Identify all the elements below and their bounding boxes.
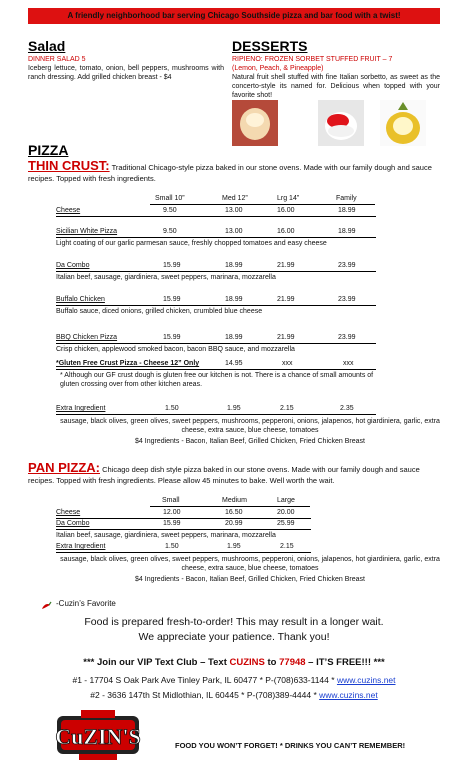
price-gf-lrg: xxx — [282, 360, 293, 367]
size-small: Small — [162, 497, 180, 504]
price-small: 1.50 — [165, 405, 179, 412]
price-family: 23.99 — [338, 334, 356, 341]
extra-ingredient-list: sausage, black olives, green olives, sweet peppers, mushrooms, pepperoni, onions, jalapenos, hot giardiniera, garlic, extra cheese, extra sauce, blue cheese, tomatoes — [60, 418, 440, 434]
price-gf-family: xxx — [343, 360, 354, 367]
price-lrg: 21.99 — [277, 296, 295, 303]
row-rule — [56, 414, 376, 415]
cuzins-logo — [55, 708, 141, 764]
location-1-text: #1 - 17704 S Oak Park Ave Tinley Park, IL 60477 * P-(708)633-1144 * — [72, 675, 335, 685]
extra-ingredient-4: $4 Ingredients - Bacon, Italian Beef, Grilled Chicken, Fried Chicken Breast — [135, 438, 365, 445]
location-1-link[interactable]: www.cuzins.net — [336, 675, 396, 685]
price-medium: 16.50 — [225, 509, 243, 516]
item-name: Cheese — [56, 207, 81, 214]
vip-code: CUZINS — [229, 657, 265, 668]
size-lrg: Lrg 14” — [277, 195, 300, 202]
price-lrg: 16.00 — [277, 207, 295, 214]
row-rule — [56, 552, 311, 553]
salad-item-name: DINNER SALAD 5 — [28, 56, 86, 63]
price-family: 18.99 — [338, 228, 356, 235]
price-lrg: 21.99 — [277, 334, 295, 341]
gluten-free-note: * Although our GF crust dough is gluten free our kitchen is not. There is a chance of small amounts of gluten crossing over from other kitchen areas. — [60, 372, 374, 388]
location-1 — [28, 675, 440, 685]
price-large: 2.15 — [280, 543, 294, 550]
price-med: 13.00 — [225, 207, 243, 214]
item-desc-buffalo: Buffalo sauce, diced onions, grilled chicken, crumbled blue cheese — [56, 308, 263, 315]
item-name: Sicilian White Pizza — [56, 228, 118, 235]
salad-heading: Salad — [28, 38, 66, 54]
desserts-heading: DESSERTS — [232, 38, 308, 54]
item-name: Extra Ingredient — [56, 405, 106, 412]
item-name: BBQ Chicken Pizza — [56, 334, 118, 341]
dessert-image-peach — [232, 100, 278, 146]
size-header-rule — [150, 204, 375, 205]
pan-combo-desc: Italian beef, sausage, giardiniera, sweet peppers, marinara, mozzarella — [56, 532, 276, 539]
thin-crust-title: THIN CRUST: — [28, 158, 110, 173]
vip-number: 77948 — [279, 657, 306, 668]
price-family: 18.99 — [338, 207, 356, 214]
item-name: Cheese — [56, 509, 81, 516]
pan-header-rule — [150, 506, 310, 507]
price-medium: 1.95 — [227, 543, 241, 550]
price-med: 1.95 — [227, 405, 241, 412]
price-small: 9.50 — [163, 207, 177, 214]
price-med: 18.99 — [225, 334, 243, 341]
item-name: Buffalo Chicken — [56, 296, 105, 303]
price-lrg: 21.99 — [277, 262, 295, 269]
thin-crust-intro — [28, 160, 440, 184]
location-2-text: #2 - 3636 147th St Midlothian, IL 60445 * P-(708)389-4444 * — [90, 690, 317, 700]
row-rule — [56, 305, 376, 306]
vip-mid: to — [264, 657, 280, 668]
row-rule — [56, 529, 311, 530]
pan-extra-4: $4 Ingredients - Bacon, Italian Beef, Grilled Chicken, Fried Chicken Breast — [135, 576, 365, 583]
header-banner: A friendly neighborhood bar serving Chicago Southside pizza and bar food with a twist! — [28, 8, 440, 24]
price-large: 20.00 — [277, 509, 295, 516]
size-med: Med 12” — [222, 195, 248, 202]
row-rule — [56, 518, 311, 519]
pan-pizza-title: PAN PIZZA: — [28, 460, 100, 475]
pan-pizza-intro — [28, 462, 440, 486]
pizza-heading: PIZZA — [28, 142, 69, 158]
vip-suffix: – IT’S FREE!!! *** — [305, 657, 385, 668]
row-rule — [56, 369, 376, 370]
item-desc-bbq: Crisp chicken, applewood smoked bacon, bacon BBQ sauce, and mozzarella — [56, 346, 295, 353]
price-small: 15.99 — [163, 296, 181, 303]
tagline: FOOD YOU WON’T FORGET! * DRINKS YOU CAN’T REMEMBER! — [175, 741, 406, 750]
price-med: 18.99 — [225, 296, 243, 303]
price-small: 12.00 — [163, 509, 181, 516]
price-lrg: 2.15 — [280, 405, 294, 412]
price-family: 23.99 — [338, 262, 356, 269]
pan-pizza-desc: Chicago deep dish style pizza baked in our stone ovens. Made with our family dough and sauce recipes. Topped with fresh ingredients. Please allow 45 minutes to bake. Well worth the wait. — [28, 465, 420, 485]
price-lrg: 16.00 — [277, 228, 295, 235]
row-rule — [56, 237, 376, 238]
price-family: 23.99 — [338, 296, 356, 303]
price-med: 18.99 — [225, 262, 243, 269]
size-large: Large — [277, 497, 295, 504]
dessert-image-pineapple — [380, 100, 426, 146]
price-med: 13.00 — [225, 228, 243, 235]
size-medium: Medium — [222, 497, 247, 504]
item-desc-da-combo: Italian beef, sausage, giardiniera, sweet peppers, marinara, mozzarella — [56, 274, 276, 281]
price-medium: 20.99 — [225, 520, 243, 527]
dessert-image-lemon — [318, 100, 364, 146]
size-small: Small 10” — [155, 195, 185, 202]
price-gf: 14.95 — [225, 360, 243, 367]
price-large: 25.99 — [277, 520, 295, 527]
price-family: 2.35 — [340, 405, 354, 412]
favorite-note: -Cuzin’s Favorite — [56, 599, 116, 608]
row-rule — [56, 216, 376, 217]
row-rule — [56, 271, 376, 272]
item-name: *Gluten Free Crust Pizza - Cheese 12” Only — [56, 360, 200, 367]
fresh-line-1: Food is prepared fresh-to-order! This may result in a longer wait. — [84, 616, 384, 628]
logo-wordmark: CuZIN'S — [55, 724, 141, 749]
chili-pepper-icon — [40, 598, 52, 608]
vip-text-club — [28, 657, 440, 668]
dessert-item-name: RIPIENO: FROZEN SORBET STUFFED FRUIT – 7 — [232, 56, 393, 63]
price-small: 9.50 — [163, 228, 177, 235]
price-small: 15.99 — [163, 262, 181, 269]
pan-extra-list: sausage, black olives, green olives, sweet peppers, mushrooms, pepperoni, onions, jalapenos, hot giardiniera, garlic, extra cheese, extra sauce, blue cheese, tomatoes — [60, 556, 440, 572]
item-desc-sicilian: Light coating of our garlic parmesan sauce, freshly chopped tomatoes and easy cheese — [56, 240, 327, 247]
salad-item-desc: Iceberg lettuce, tomato, onion, bell peppers, mushrooms with ranch dressing. Add grilled chicken breast - $4 — [28, 65, 224, 81]
dessert-item-desc: Natural fruit shell stuffed with fine Italian sorbetto, as sweet as the concerto-style its named for. Delicious when topped with your favorite shot! — [232, 74, 440, 99]
item-name: Da Combo — [56, 262, 90, 269]
row-rule — [56, 343, 376, 344]
vip-prefix: *** Join our VIP Text Club – Text — [83, 657, 230, 668]
item-name: Extra Ingredient — [56, 543, 106, 550]
price-small: 15.99 — [163, 334, 181, 341]
size-family: Family — [336, 195, 357, 202]
fresh-line-2: We appreciate your patience. Thank you! — [138, 631, 330, 643]
location-2 — [28, 690, 440, 700]
dessert-item-flavors: (Lemon, Peach, & Pineapple) — [232, 65, 324, 72]
location-2-link[interactable]: www.cuzins.net — [319, 690, 378, 700]
thin-crust-desc: Traditional Chicago-style pizza baked in our stone ovens. Made with our family dough and sauce recipes. Topped with fresh ingredients. — [28, 163, 432, 183]
item-name: Da Combo — [56, 520, 90, 527]
price-small: 15.99 — [163, 520, 181, 527]
price-small: 1.50 — [165, 543, 179, 550]
